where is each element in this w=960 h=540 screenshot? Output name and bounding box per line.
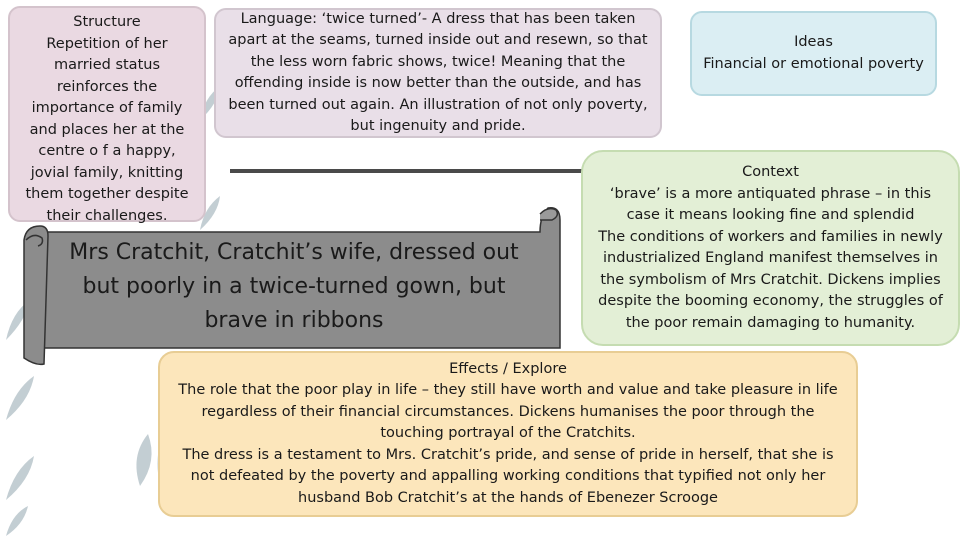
structure-line: reinforces the — [56, 78, 158, 95]
effects-line: husband Bob Cratchit’s at the hands of Ebenezer Scrooge — [298, 489, 718, 506]
quote-line: Mrs Cratchit, Cratchit’s wife, dressed out — [69, 240, 519, 265]
context-line: Context — [742, 164, 799, 180]
context-line: despite the booming economy, the struggles of — [598, 293, 943, 309]
quote-line: but poorly in a twice-turned gown, but — [82, 274, 506, 299]
structure-box — [8, 6, 206, 222]
context-line: the symbolism of Mrs Cratchit. Dickens implies — [600, 271, 941, 288]
language-line: Language: ‘twice turned’- A dress that has been taken — [240, 10, 636, 27]
structure-line: Repetition of her — [46, 35, 168, 52]
effects-line: not defeated by the poverty and appalling working conditions that typified not only her — [190, 468, 826, 485]
language-box — [214, 8, 662, 138]
language-line: apart at the seams, turned inside out and resewn, so that — [228, 32, 648, 48]
effects-box — [158, 351, 858, 517]
effects-line: The dress is a testament to Mrs. Cratchit’s pride, and sense of pride in herself, that she is — [182, 446, 834, 463]
context-line: industrialized England manifest themselves in — [602, 250, 938, 266]
ideas-box — [690, 11, 937, 96]
context-line: the poor remain damaging to humanity. — [625, 314, 916, 331]
effects-line: touching portrayal of the Cratchits. — [380, 425, 636, 442]
context-line: The conditions of workers and families in newly — [598, 228, 943, 245]
structure-line: them together despite — [25, 186, 189, 202]
ideas-line: Financial or emotional poverty — [703, 55, 924, 72]
quote-line: brave in ribbons — [204, 308, 384, 333]
language-line: the less worn fabric shows, twice! Meaning that the — [250, 53, 626, 70]
context-line: case it means looking fine and splendid — [626, 207, 915, 223]
language-line: offending inside is now better than the outside, and has — [234, 75, 642, 91]
language-line: but ingenuity and pride. — [350, 118, 526, 134]
structure-line: and places her at the — [29, 121, 185, 138]
quote-text — [52, 236, 536, 336]
effects-line: regardless of their financial circumstances. Dickens humanises the poor through the — [201, 403, 815, 420]
structure-line: jovial family, knitting — [30, 164, 184, 181]
structure-line: their challenges. — [46, 207, 168, 224]
effects-line: The role that the poor play in life – they still have worth and value and take pleasure in life — [178, 382, 838, 399]
language-line: been turned out again. An illustration of not only poverty, — [228, 96, 648, 113]
ideas-line: Ideas — [794, 34, 833, 50]
effects-line: Effects / Explore — [449, 360, 567, 377]
structure-line: centre o f a happy, — [38, 143, 176, 159]
structure-line: importance of family — [31, 100, 183, 116]
structure-line: Structure — [73, 14, 141, 30]
context-line: ‘brave’ is a more antiquated phrase – in this — [609, 185, 932, 202]
context-box — [581, 150, 960, 346]
structure-line: married status — [54, 57, 160, 73]
